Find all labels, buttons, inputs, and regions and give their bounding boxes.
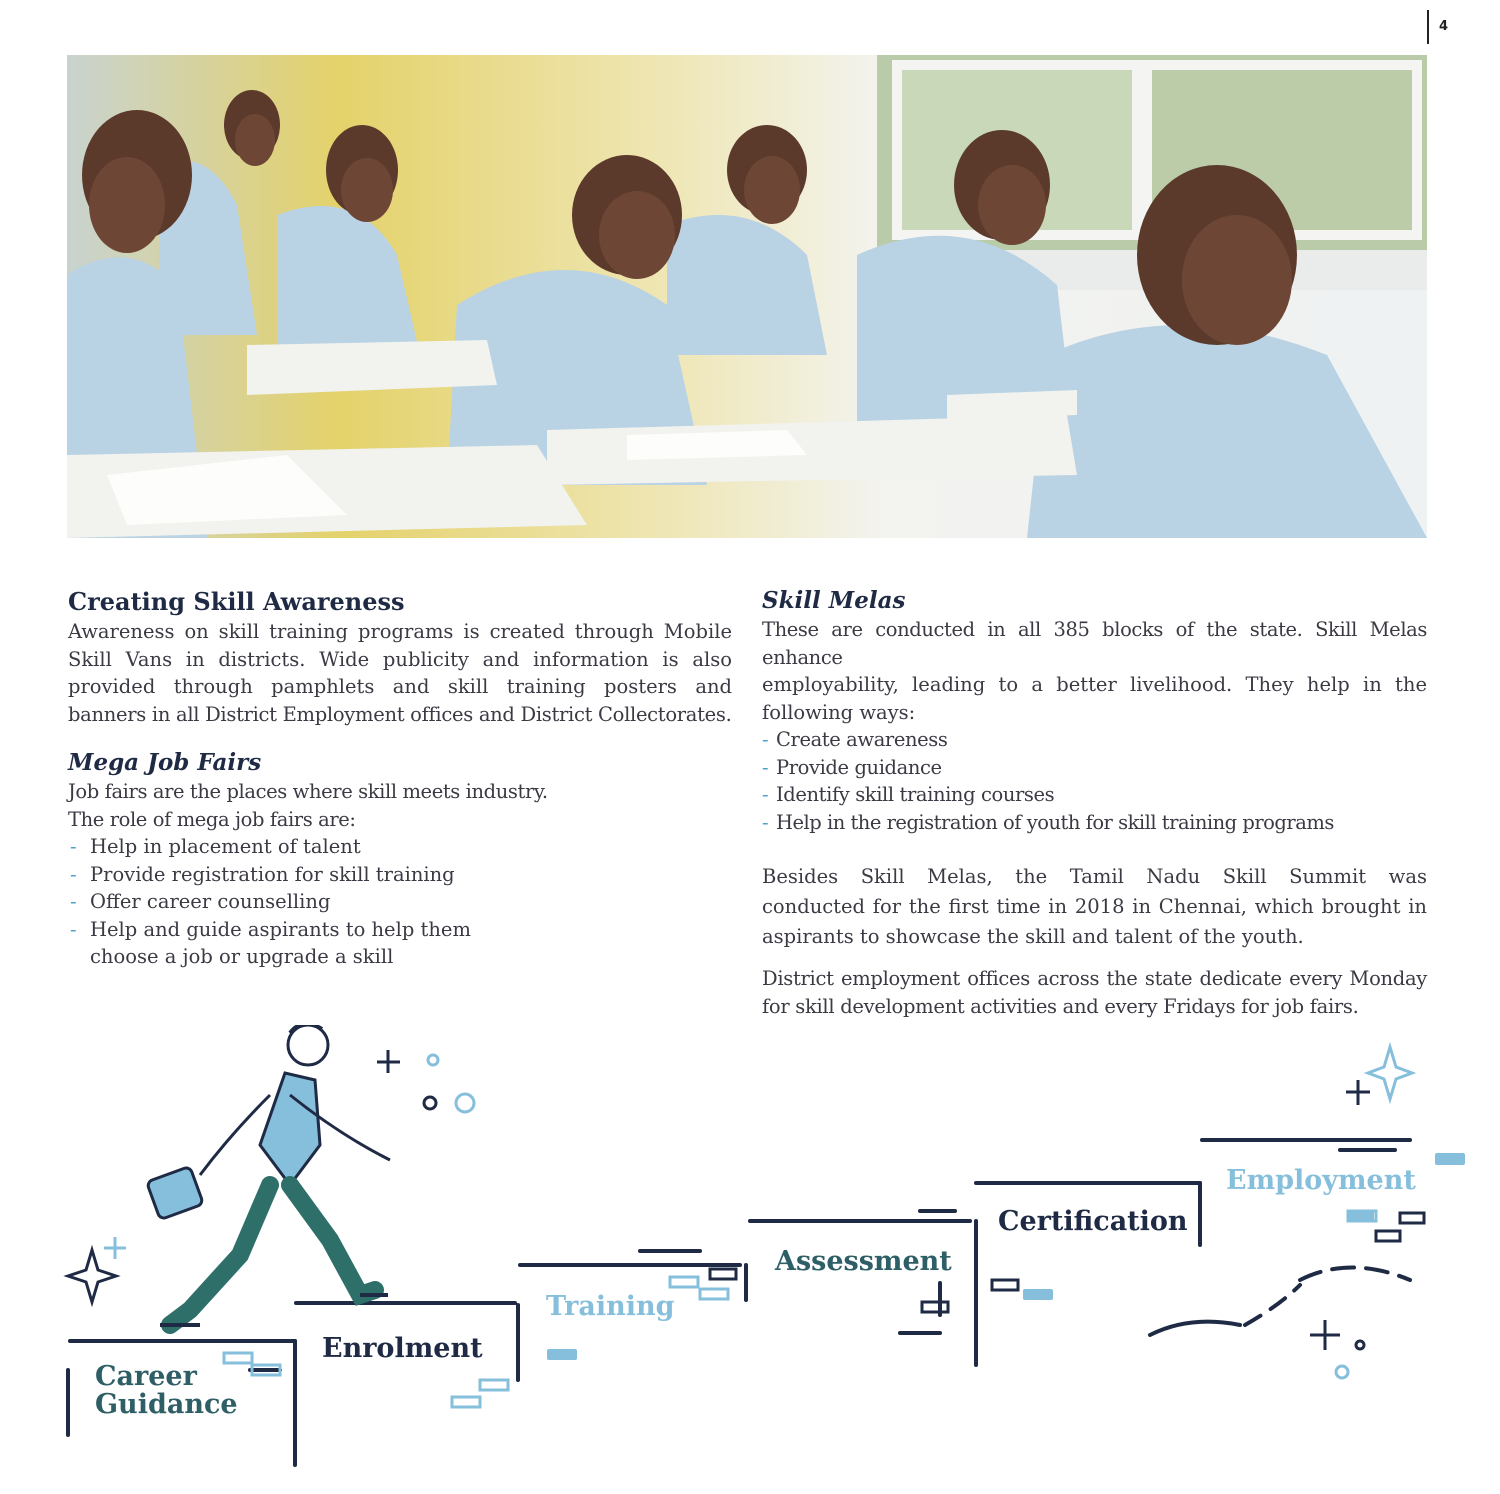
awareness-line-3: provided through pamphlets and skill training posters and xyxy=(68,675,732,698)
step-training: Training xyxy=(546,1291,675,1322)
step-assessment: Assessment xyxy=(775,1246,952,1277)
mega-job-fairs-intro-1: Job fairs are the places where skill meets industry. xyxy=(68,780,548,803)
career-stairs-illustration xyxy=(40,1025,1480,1485)
right-column xyxy=(762,586,1427,1020)
brick-decorations xyxy=(224,1211,1376,1407)
skill-melas-line-3: following ways: xyxy=(762,700,916,724)
page-number: 4 xyxy=(1427,10,1448,44)
classroom-photo xyxy=(67,55,1427,538)
summit-paragraph xyxy=(762,862,1427,952)
awareness-line-2: Skill Vans in districts. Wide publicity and information is also xyxy=(68,647,732,671)
list-item: - Help in the registration of youth for skill training programs xyxy=(762,809,1427,837)
skill-melas-list xyxy=(762,726,1427,836)
district-line-1: District employment offices across the state dedicate every Monday xyxy=(762,967,1427,990)
mega-job-fairs-list xyxy=(68,833,732,943)
skill-melas-line-2: employability, leading to a better livelihood. They help in the xyxy=(762,673,1427,696)
creating-skill-awareness-heading: Creating Skill Awareness xyxy=(68,587,405,616)
mega-job-fairs-heading: Mega Job Fairs xyxy=(68,749,262,776)
awareness-line-1: Awareness on skill training programs is created through Mobile xyxy=(68,620,732,643)
step-career-guidance xyxy=(95,1363,238,1419)
skill-melas-heading: Skill Melas xyxy=(762,587,906,614)
step-certification: Certification xyxy=(998,1206,1188,1237)
stairs-drawing xyxy=(40,1025,1480,1485)
step-career-guidance-line-1: Career xyxy=(95,1361,197,1392)
mega-job-fairs-intro-2: The role of mega job fairs are: xyxy=(68,807,356,831)
list-item: - Identify skill training courses xyxy=(762,781,1427,809)
district-line-2: for skill development activities and every Fridays for job fairs. xyxy=(762,994,1359,1018)
list-item-continuation: choose a job or upgrade a skill xyxy=(90,945,394,968)
walking-man-icon xyxy=(147,1025,390,1325)
step-enrolment: Enrolment xyxy=(322,1333,483,1364)
step-career-guidance-line-2: Guidance xyxy=(95,1389,238,1420)
list-item: - Provide registration for skill training xyxy=(68,861,732,889)
skill-melas-line-1: These are conducted in all 385 blocks of the state. Skill Melas enhance xyxy=(762,618,1427,669)
classroom-photo-illustration xyxy=(67,55,1427,538)
district-offices-paragraph xyxy=(762,965,1427,1020)
list-item: - Create awareness xyxy=(762,726,1427,754)
list-item: - Provide guidance xyxy=(762,754,1427,782)
summit-line-3: aspirants to showcase the skill and talent of the youth. xyxy=(762,925,1304,948)
awareness-line-4: banners in all District Employment offices and District Collectorates. xyxy=(68,702,732,726)
left-column xyxy=(68,586,732,971)
summit-line-1: Besides Skill Melas, the Tamil Nadu Skill Summit was xyxy=(762,865,1427,888)
list-item: - Offer career counselling xyxy=(68,888,732,916)
step-employment: Employment xyxy=(1226,1165,1416,1196)
list-item: - Help and guide aspirants to help them xyxy=(68,916,732,944)
summit-line-2: conducted for the first time in 2018 in Chennai, which brought in xyxy=(762,895,1427,918)
list-item: - Help in placement of talent xyxy=(68,833,732,861)
creating-skill-awareness-body xyxy=(68,618,732,728)
